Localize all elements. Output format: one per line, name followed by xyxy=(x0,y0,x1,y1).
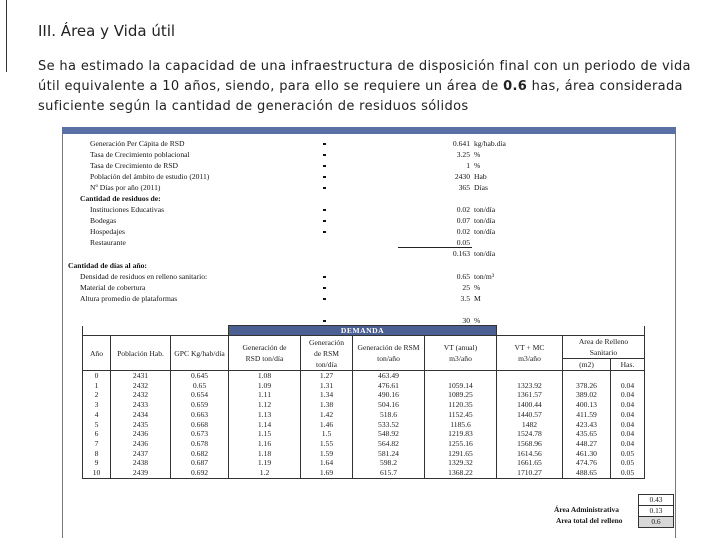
table-cell-gpc: 0.645 xyxy=(171,371,229,381)
table-cell-rsm-dia: 1.42 xyxy=(301,410,353,420)
table-cell-pob: 2434 xyxy=(111,410,171,420)
table-cell-rsm-anio: 615.7 xyxy=(353,468,425,478)
slide-left-rule xyxy=(6,0,7,72)
table-cell-vtmc: 1710.27 xyxy=(497,468,563,478)
header-area-has: Has. xyxy=(611,359,645,371)
table-cell-rsm-dia: 1.46 xyxy=(301,420,353,430)
param-value: 3.25 xyxy=(456,150,470,159)
table-cell-rsm-anio: 504.16 xyxy=(353,400,425,410)
table-cell-has: 0.05 xyxy=(611,449,645,459)
table-cell-rsm-dia: 1.69 xyxy=(301,468,353,478)
admin-area-label: Área Administrativa xyxy=(554,505,619,514)
residuos-header: Cantidad de residuos de: xyxy=(80,194,161,203)
equals-marker xyxy=(323,165,326,167)
param-unit: Días xyxy=(474,183,488,192)
table-cell-pob: 2433 xyxy=(111,400,171,410)
table-cell-rsd: 1.11 xyxy=(229,390,301,400)
table-cell-rsm-anio: 548.92 xyxy=(353,429,425,439)
param-value: 1 xyxy=(466,161,470,170)
demand-rows xyxy=(83,371,645,479)
equals-marker xyxy=(323,287,326,289)
table-cell-has: 0.04 xyxy=(611,410,645,420)
table-cell-has: 0.04 xyxy=(611,429,645,439)
table-cell-pob: 2438 xyxy=(111,458,171,468)
param-value: 0.641 xyxy=(452,139,470,148)
table-cell-vtmc: 1482 xyxy=(497,420,563,430)
table-cell-vt: 1059.14 xyxy=(425,381,497,391)
table-cell-m2: 400.13 xyxy=(563,400,611,410)
header-vt-mc: VT + MC m3/año xyxy=(497,336,563,371)
table-row xyxy=(83,390,645,400)
residuo-value: 0.02 xyxy=(456,227,470,236)
table-cell-gpc: 0.654 xyxy=(171,390,229,400)
table-cell-rsm-anio: 564.82 xyxy=(353,439,425,449)
table-band-title: DEMANDA xyxy=(229,326,497,336)
table-cell-vtmc: 1440.57 xyxy=(497,410,563,420)
relleno-header: Cantidad de días al año: xyxy=(68,261,147,270)
table-cell-vtmc: 1361.57 xyxy=(497,390,563,400)
table-cell-rsd: 1.19 xyxy=(229,458,301,468)
table-cell-rsm-dia: 1.34 xyxy=(301,390,353,400)
table-cell-rsd: 1.16 xyxy=(229,439,301,449)
param-label: Población del ámbito de estudio (2011) xyxy=(90,172,210,181)
header-poblacion: Población Hab. xyxy=(111,336,171,371)
table-cell-rsm-anio: 581.24 xyxy=(353,449,425,459)
table-cell-pob: 2432 xyxy=(111,390,171,400)
param-label: Nº Días por año (2011) xyxy=(90,183,161,192)
residuo-value: 0.05 xyxy=(456,238,470,247)
table-cell-rsm-anio: 533.52 xyxy=(353,420,425,430)
demand-table xyxy=(82,325,645,479)
table-cell-anio: 8 xyxy=(83,449,111,459)
table-cell-vt: 1219.83 xyxy=(425,429,497,439)
table-cell-gpc: 0.668 xyxy=(171,420,229,430)
relleno-label: Densidad de residuos en relleno sanitario: xyxy=(80,272,208,281)
table-cell-rsd: 1.12 xyxy=(229,400,301,410)
table-cell-anio: 5 xyxy=(83,420,111,430)
table-cell-rsd: 1.13 xyxy=(229,410,301,420)
table-cell-vt: 1185.6 xyxy=(425,420,497,430)
table-cell-rsd: 1.2 xyxy=(229,468,301,478)
residuo-label: Instituciones Educativas xyxy=(90,205,165,214)
table-row xyxy=(83,449,645,459)
residuo-unit: ton/día xyxy=(474,216,496,225)
table-cell-gpc: 0.682 xyxy=(171,449,229,459)
table-cell-has: 0.04 xyxy=(611,420,645,430)
relleno-unit: % xyxy=(474,283,481,292)
equals-marker xyxy=(323,298,326,300)
table-row xyxy=(83,420,645,430)
table-cell-vtmc xyxy=(497,371,563,381)
residuo-label: Hospedajes xyxy=(90,227,126,236)
admin-area-value: 0.13 xyxy=(638,505,674,517)
table-row xyxy=(83,410,645,420)
table-cell-vt: 1291.65 xyxy=(425,449,497,459)
table-cell-anio: 0 xyxy=(83,371,111,381)
relleno-value: 30 xyxy=(462,316,470,325)
header-gpc: GPC Kg/hab/día xyxy=(171,336,229,371)
table-cell-pob: 2437 xyxy=(111,449,171,459)
intro-text-start: Se ha estimado la capacidad de una infraestructura de disposición final con un periodo de vida útil equivalente a 10 años, siendo, para ello se requiere un área de xyxy=(38,59,691,94)
equals-marker xyxy=(323,176,326,178)
table-cell-rsm-anio: 476.61 xyxy=(353,381,425,391)
residuo-unit: ton/día xyxy=(474,205,496,214)
table-cell-vt xyxy=(425,371,497,381)
table-cell-gpc: 0.65 xyxy=(171,381,229,391)
table-cell-anio: 4 xyxy=(83,410,111,420)
table-cell-pob: 2432 xyxy=(111,381,171,391)
total-area-value: 0.6 xyxy=(638,516,674,528)
intro-paragraph xyxy=(38,57,698,117)
header-gen-rsd: Generación de RSD ton/día xyxy=(229,336,301,371)
table-cell-vtmc: 1661.65 xyxy=(497,458,563,468)
table-cell-has: 0.04 xyxy=(611,390,645,400)
table-cell-m2: 411.59 xyxy=(563,410,611,420)
table-cell-m2: 423.43 xyxy=(563,420,611,430)
table-cell-has: 0.04 xyxy=(611,439,645,449)
table-cell-rsm-dia: 1.55 xyxy=(301,439,353,449)
table-cell-pob: 2439 xyxy=(111,468,171,478)
table-cell-gpc: 0.673 xyxy=(171,429,229,439)
table-cell-rsd: 1.08 xyxy=(229,371,301,381)
table-cell-gpc: 0.663 xyxy=(171,410,229,420)
residuo-label: Restaurante xyxy=(90,238,126,247)
table-cell-vtmc: 1614.56 xyxy=(497,449,563,459)
residuo-value: 0.07 xyxy=(456,216,470,225)
table-cell-m2: 474.76 xyxy=(563,458,611,468)
table-cell-vtmc: 1400.44 xyxy=(497,400,563,410)
table-cell-m2: 461.30 xyxy=(563,449,611,459)
table-cell-rsm-dia: 1.64 xyxy=(301,458,353,468)
residuo-total-value: 0.163 xyxy=(452,249,470,258)
table-row xyxy=(83,458,645,468)
table-cell-m2: 448.27 xyxy=(563,439,611,449)
relleno-unit: ton/m³ xyxy=(474,272,494,281)
table-cell-anio: 10 xyxy=(83,468,111,478)
param-label: Tasa de Crecimiento de RSD xyxy=(90,161,179,170)
relleno-value: 3.5 xyxy=(460,294,470,303)
table-row xyxy=(83,381,645,391)
sum-rule xyxy=(398,247,472,248)
relleno-label: Material de cobertura xyxy=(80,283,146,292)
residuo-total-unit: ton/día xyxy=(474,249,496,258)
header-area: Area de Relleno Sanitario xyxy=(563,336,645,359)
table-cell-vtmc: 1568.96 xyxy=(497,439,563,449)
param-unit: Hab xyxy=(474,172,487,181)
table-cell-pob: 2431 xyxy=(111,371,171,381)
table-cell-rsd: 1.14 xyxy=(229,420,301,430)
table-cell-has: 0.05 xyxy=(611,458,645,468)
table-cell-anio: 1 xyxy=(83,381,111,391)
table-row xyxy=(83,468,645,478)
table-cell-has xyxy=(611,371,645,381)
equals-marker xyxy=(323,220,326,222)
table-cell-vt: 1089.25 xyxy=(425,390,497,400)
table-cell-anio: 2 xyxy=(83,390,111,400)
header-vt: VT (anual) m3/año xyxy=(425,336,497,371)
table-cell-rsm-dia: 1.5 xyxy=(301,429,353,439)
table-cell-rsm-dia: 1.38 xyxy=(301,400,353,410)
relleno-value: 25 xyxy=(462,283,470,292)
table-cell-rsd: 1.15 xyxy=(229,429,301,439)
relleno-value: 0.65 xyxy=(456,272,470,281)
param-unit: % xyxy=(474,161,481,170)
table-row xyxy=(83,371,645,381)
residuo-unit: ton/día xyxy=(474,227,496,236)
table-cell-gpc: 0.678 xyxy=(171,439,229,449)
table-cell-has: 0.05 xyxy=(611,468,645,478)
table-cell-m2: 389.02 xyxy=(563,390,611,400)
header-gen-rsm-anio: Generación de RSM ton/año xyxy=(353,336,425,371)
table-band-spacer xyxy=(83,326,229,336)
table-cell-m2: 435.65 xyxy=(563,429,611,439)
param-unit: % xyxy=(474,150,481,159)
table-cell-rsm-anio: 518.6 xyxy=(353,410,425,420)
equals-marker xyxy=(323,276,326,278)
table-cell-vtmc: 1524.78 xyxy=(497,429,563,439)
equals-marker xyxy=(323,143,326,145)
relleno-label: Altura promedio de plataformas xyxy=(80,294,178,303)
table-cell-gpc: 0.659 xyxy=(171,400,229,410)
relleno-unit: % xyxy=(474,316,481,325)
equals-marker xyxy=(323,231,326,233)
table-cell-rsm-dia: 1.59 xyxy=(301,449,353,459)
table-cell-rsm-anio: 463.49 xyxy=(353,371,425,381)
table-cell-pob: 2436 xyxy=(111,439,171,449)
relleno-unit: M xyxy=(474,294,481,303)
header-area-m2: (m2) xyxy=(563,359,611,371)
table-cell-rsd: 1.09 xyxy=(229,381,301,391)
intro-area-value: 0.6 xyxy=(503,79,528,94)
equals-marker xyxy=(323,187,326,189)
table-row xyxy=(83,439,645,449)
table-cell-gpc: 0.687 xyxy=(171,458,229,468)
table-cell-has: 0.04 xyxy=(611,381,645,391)
param-label: Tasa de Crecimiento poblacional xyxy=(90,150,190,159)
equals-marker xyxy=(323,320,326,322)
table-cell-vt: 1120.35 xyxy=(425,400,497,410)
table-cell-pob: 2435 xyxy=(111,420,171,430)
total-sum-value: 0.43 xyxy=(638,494,674,506)
table-cell-m2: 378.26 xyxy=(563,381,611,391)
param-label: Generación Per Cápita de RSD xyxy=(90,139,185,148)
table-cell-rsm-anio: 598.2 xyxy=(353,458,425,468)
table-cell-has: 0.04 xyxy=(611,400,645,410)
table-cell-rsm-dia: 1.27 xyxy=(301,371,353,381)
table-cell-vt: 1152.45 xyxy=(425,410,497,420)
total-area-label: Area total del relleno xyxy=(556,516,623,525)
param-value: 2430 xyxy=(454,172,470,181)
table-cell-rsm-dia: 1.31 xyxy=(301,381,353,391)
table-cell-vt: 1255.16 xyxy=(425,439,497,449)
param-unit: kg/hab.día xyxy=(474,139,506,148)
param-value: 365 xyxy=(458,183,470,192)
table-band-spacer xyxy=(497,326,645,336)
residuo-value: 0.02 xyxy=(456,205,470,214)
spreadsheet-header-band xyxy=(62,127,676,134)
table-cell-anio: 9 xyxy=(83,458,111,468)
table-cell-vt: 1368.22 xyxy=(425,468,497,478)
header-anio: Año xyxy=(83,336,111,371)
equals-marker xyxy=(323,209,326,211)
table-cell-m2 xyxy=(563,371,611,381)
table-row xyxy=(83,400,645,410)
table-cell-vt: 1329.32 xyxy=(425,458,497,468)
table-cell-gpc: 0.692 xyxy=(171,468,229,478)
header-gen-rsm-dia: Generación de RSM ton/día xyxy=(301,336,353,371)
equals-marker xyxy=(323,154,326,156)
table-cell-anio: 3 xyxy=(83,400,111,410)
table-cell-rsd: 1.18 xyxy=(229,449,301,459)
table-row xyxy=(83,429,645,439)
table-cell-pob: 2436 xyxy=(111,429,171,439)
table-cell-anio: 6 xyxy=(83,429,111,439)
intro-text-end: has, área considerada suficiente según la cantidad de generación de residuos sólidos xyxy=(38,79,683,114)
table-cell-rsm-anio: 490.16 xyxy=(353,390,425,400)
residuo-label: Bodegas xyxy=(90,216,117,225)
table-cell-m2: 488.65 xyxy=(563,468,611,478)
slide-title: III. Área y Vida útil xyxy=(38,22,176,40)
table-cell-vtmc: 1323.92 xyxy=(497,381,563,391)
table-cell-anio: 7 xyxy=(83,439,111,449)
